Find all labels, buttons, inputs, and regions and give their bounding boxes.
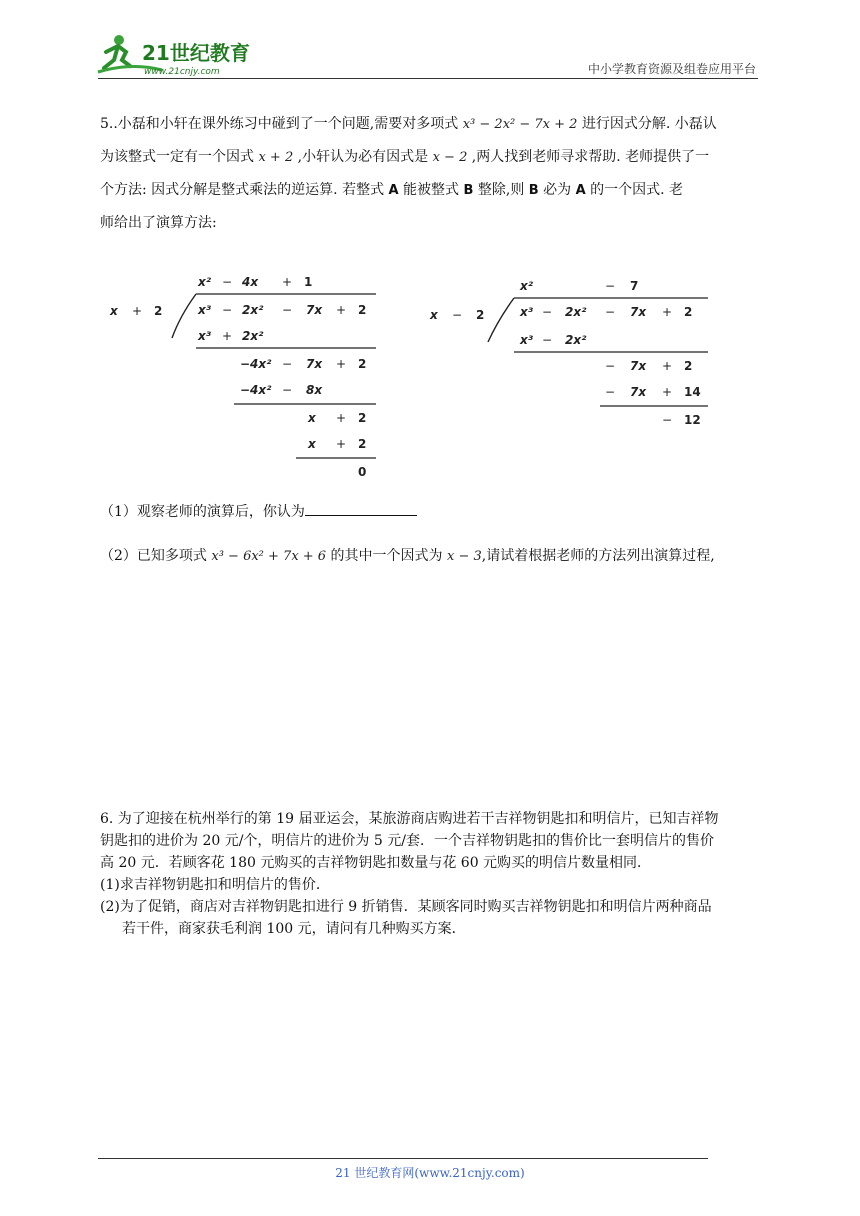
q5-sub1-label: （1）观察老师的演算后，你认为 — [100, 504, 305, 520]
left-step2-1: −4x² — [240, 383, 272, 397]
right-rem1-1: − — [605, 359, 616, 373]
left-step1-1: x³ — [198, 329, 211, 343]
left-divisor-op: + — [132, 304, 143, 318]
right-step2-4: 14 — [684, 385, 701, 399]
q6-line-1: 6. 为了迎接在杭州举行的第 19 届亚运会，某旅游商店购进若干吉祥物钥匙扣和明信片，已知吉祥物 — [100, 811, 719, 827]
logo-title: 21世纪教育 — [142, 41, 250, 65]
left-rem1-3: 7x — [306, 357, 323, 371]
left-rem1-4: + — [336, 357, 347, 371]
left-bracket — [172, 294, 196, 338]
q5-text-6: 个方法: 因式分解是整式乘法的逆运算. 若整式 — [100, 182, 385, 198]
right-step2-3: + — [662, 385, 673, 399]
left-quotient-2: − — [222, 275, 233, 289]
right-step2-1: − — [605, 385, 616, 399]
left-quotient-5: 1 — [304, 275, 313, 289]
right-step1-1: x³ — [520, 333, 533, 347]
logo-url: www.21cnjy.com — [144, 67, 220, 77]
q5-sub2-end: ,请试着根据老师的方法列出演算过程, — [481, 548, 715, 564]
right-dividend-4: − — [605, 305, 616, 319]
q5-text-1: .小磊和小轩在课外练习中碰到了一个问题,需要对多项式 — [113, 116, 459, 132]
q6-line-2: 钥匙扣的进价为 20 元/个，明信片的进价为 5 元/套．一个吉祥物钥匙扣的售价比一套明信片的售价 — [100, 833, 714, 849]
right-dividend-7: 2 — [684, 305, 693, 319]
left-quotient-4: + — [282, 275, 293, 289]
q5-text-5: ,两人找到老师寻求帮助. 老师提供了一 — [471, 149, 710, 165]
q5-text-9: 必为 — [543, 182, 572, 198]
q5-sub2-mid: 的其中一个因式为 — [330, 548, 443, 564]
left-rem1-2: − — [282, 357, 293, 371]
q5-text-4: ,小轩认为必有因式是 — [297, 149, 429, 165]
left-divisor-x: x — [110, 304, 118, 318]
q5-sub2-polynomial: x³ − 6x² + 7x + 6 — [211, 549, 327, 564]
q5-sub2-factor: x − 3 — [446, 549, 482, 564]
right-dividend-6: + — [662, 305, 673, 319]
left-dividend-5: 7x — [306, 303, 323, 317]
q5-factor-1: x + 2 — [258, 150, 294, 165]
q5-text-10: 的一个因式. 老 — [590, 182, 684, 198]
var-B-2: B — [528, 183, 539, 198]
left-step2-2: − — [282, 383, 293, 397]
q5-polynomial: x³ − 2x² − 7x + 2 — [462, 117, 578, 132]
q6-line-3: 高 20 元．若顾客花 180 元购买的吉祥物钥匙扣数量与花 60 元购买的明信片数量相同． — [100, 855, 652, 871]
left-quotient-3: 4x — [242, 275, 259, 289]
q5-text-3: 为该整式一定有一个因式 — [100, 149, 254, 165]
right-divisor-x: x — [430, 308, 438, 322]
right-result-sign: − — [662, 413, 673, 427]
left-rem1-1: −4x² — [240, 357, 272, 371]
right-quotient-3: 7 — [630, 279, 639, 293]
left-step2-3: 8x — [306, 383, 323, 397]
q5-sub1 — [100, 496, 764, 528]
answer-blank[interactable] — [305, 501, 417, 516]
q5-text-7: 能被整式 — [403, 182, 460, 198]
right-dividend-1: x³ — [520, 305, 533, 319]
division-left — [109, 275, 376, 479]
var-B: B — [463, 183, 474, 198]
left-dividend-6: + — [336, 303, 347, 317]
q6-sub1: (1)求吉祥物钥匙扣和明信片的售价． — [100, 877, 330, 893]
left-step3-1: x — [308, 437, 316, 451]
left-step3-2: + — [336, 437, 347, 451]
left-rem2-2: + — [336, 411, 347, 425]
header-divider — [98, 78, 758, 79]
left-rem1-5: 2 — [358, 357, 367, 371]
q5-sub2-label: （2）已知多项式 — [100, 548, 207, 564]
question-5-text — [100, 108, 764, 239]
left-step1-3: 2x² — [242, 329, 264, 343]
var-A-2: A — [575, 183, 586, 198]
q5-text-8: 整除,则 — [477, 182, 525, 198]
right-dividend-3: 2x² — [565, 305, 587, 319]
site-name: 中小学教育资源及组卷应用平台 — [587, 62, 756, 76]
right-divisor-op: − — [452, 308, 463, 322]
left-dividend-2: − — [222, 303, 233, 317]
q6-sub2-line-2: 若干件，商家获毛利润 100 元，请问有几种购买方案． — [122, 921, 466, 937]
right-dividend-2: − — [542, 305, 553, 319]
var-A: A — [388, 183, 399, 198]
footer-divider — [98, 1158, 708, 1159]
q5-number: 5. — [100, 116, 114, 132]
left-rem2-3: 2 — [358, 411, 367, 425]
right-dividend-5: 7x — [630, 305, 647, 319]
long-division-diagrams — [100, 264, 720, 484]
footer-text: 21 世纪教育网(www.21cnjy.com) — [335, 1166, 525, 1180]
left-dividend-4: − — [282, 303, 293, 317]
site-logo — [92, 32, 262, 80]
q6-sub2-line-1: (2)为了促销，商店对吉祥物钥匙扣进行 9 折销售．某顾客同时购买吉祥物钥匙扣和明信片两种商品 — [100, 899, 712, 915]
right-quotient-1: x² — [520, 279, 533, 293]
left-dividend-3: 2x² — [242, 303, 264, 317]
right-result-value: 12 — [684, 413, 701, 427]
right-quotient-2: − — [605, 279, 616, 293]
right-step1-2: − — [542, 333, 553, 347]
left-quotient-1: x² — [198, 275, 211, 289]
q5-sub2 — [100, 540, 764, 573]
left-dividend-7: 2 — [358, 303, 367, 317]
question-6-text — [100, 808, 764, 940]
left-result: 0 — [358, 465, 367, 479]
right-bracket — [488, 298, 514, 342]
division-right — [429, 279, 708, 427]
right-divisor-const: 2 — [476, 308, 485, 322]
q5-text-11: 师给出了演算方法: — [100, 215, 217, 231]
right-step2-2: 7x — [630, 385, 647, 399]
left-rem2-1: x — [308, 411, 316, 425]
right-rem1-3: + — [662, 359, 673, 373]
right-step1-3: 2x² — [565, 333, 587, 347]
q5-text-2: 进行因式分解. 小磊认 — [581, 116, 717, 132]
left-divisor-const: 2 — [154, 304, 163, 318]
left-dividend-1: x³ — [198, 303, 211, 317]
left-step3-3: 2 — [358, 437, 367, 451]
q5-factor-2: x − 2 — [432, 150, 468, 165]
right-rem1-2: 7x — [630, 359, 647, 373]
left-step1-2: + — [222, 329, 233, 343]
right-rem1-4: 2 — [684, 359, 693, 373]
